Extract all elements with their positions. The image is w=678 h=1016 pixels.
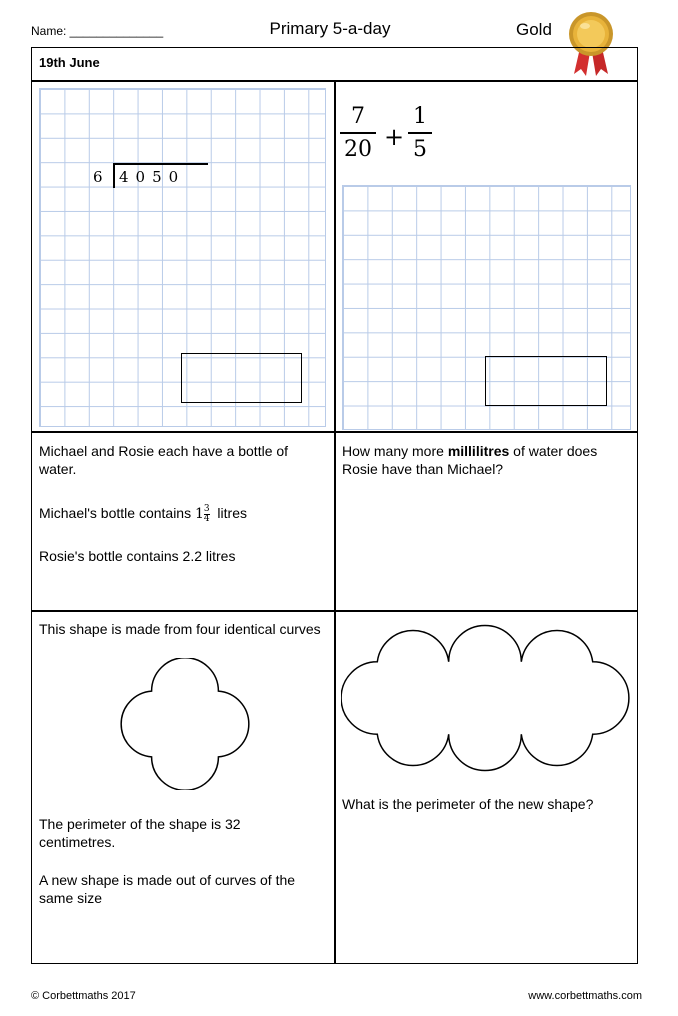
four-curve-shape [116,658,254,790]
copyright: © Corbettmaths 2017 [31,990,136,1002]
fraction-bar [340,132,376,134]
q3-rosie: Rosie's bottle contains 2.2 litres [39,548,236,564]
page-title: Primary 5-a-day [269,19,391,38]
denominator: 5 [413,136,427,162]
numerator: 1 [413,104,427,129]
website-link[interactable]: www.corbettmaths.com [528,990,642,1002]
answer-box[interactable] [485,356,607,406]
q3-intro: Michael and Rosie each have a bottle of water. [39,443,289,477]
dividend: 4050 [119,168,186,186]
division-bracket [113,163,115,188]
q5-new-shape: A new shape is made out of curves of the same size [39,872,296,906]
q4-pre: How many more [342,443,448,459]
cloud-shape [341,624,631,774]
mixed-whole: 1 [194,506,204,522]
q4-post: of water does Rosie have than Michael? [342,443,598,477]
divider [334,80,336,964]
fraction-seven-twentieths [340,104,376,162]
fraction-one-fifth [408,104,432,162]
denominator: 4 [203,513,210,524]
q5-intro: This shape is made from four identical curves [39,621,321,637]
plus-operator: + [384,123,405,151]
numerator: 3 [203,503,210,514]
q4-question [342,442,632,478]
mixed-fraction [204,505,210,524]
division-bar [113,163,208,165]
fraction-bar [408,132,432,134]
q3-michael [39,500,329,527]
denominator: 20 [344,136,372,162]
q5-perimeter: The perimeter of the shape is 32 centimetres. [39,816,241,850]
numerator: 7 [351,104,365,129]
level-label: Gold [516,20,552,39]
q6-question: What is the perimeter of the new shape? [342,796,594,812]
name-label: Name: ______________ [31,24,164,38]
divisor: 6 [93,168,103,186]
michael-prefix: Michael's bottle contains [39,505,192,521]
date-label: 19th June [39,55,100,70]
answer-box[interactable] [181,353,302,403]
q4-emphasis: millilitres [447,443,510,459]
michael-unit: litres [217,505,247,521]
